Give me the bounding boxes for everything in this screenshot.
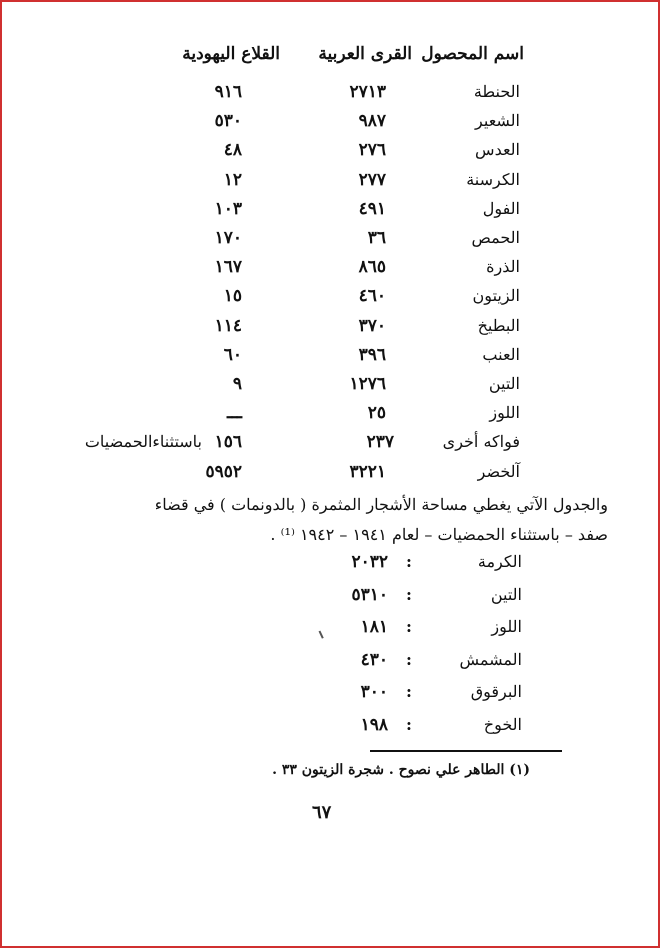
crop-name-cell: العدس — [475, 140, 520, 160]
tree-area-cell: ١٩٨ — [360, 714, 388, 735]
arab-villages-cell: ١٢٧٦ — [349, 374, 386, 394]
crop-name-cell: الشعير — [475, 111, 520, 131]
header-jewish-settlements: القلاع اليهودية — [182, 44, 280, 64]
jewish-settlements-cell: ١٦٧ — [214, 257, 242, 278]
page-number: ٦٧ — [312, 802, 332, 823]
jewish-settlements-cell: ١٥٦ — [214, 432, 242, 453]
crop-name-cell: العنب — [482, 344, 520, 364]
jewish-settlements-cell: ـــ — [227, 403, 242, 424]
jewish-settlements-cell: ٦٠ — [223, 344, 242, 365]
colon-separator: : — [406, 552, 412, 571]
stray-mark — [319, 629, 327, 638]
arab-villages-cell: ٢٧٦ — [358, 140, 386, 161]
row-note: باستثناءالحمضيات — [84, 432, 202, 452]
tree-name-cell: التين — [490, 584, 522, 604]
colon-separator: : — [406, 584, 412, 604]
colon-separator: : — [406, 682, 412, 701]
crop-name-cell: الذرة — [486, 257, 520, 277]
crop-name-cell: البطيخ — [477, 315, 520, 335]
arab-villages-cell: ٣٢٢١ — [349, 461, 386, 482]
arab-villages-cell: ٤٩١ — [358, 198, 386, 219]
arab-villages-cell: ٤٦٠ — [358, 286, 386, 307]
header-crop-name: اسم المحصول — [421, 44, 524, 64]
tree-area-cell: ٣٠٠ — [360, 682, 388, 702]
jewish-settlements-cell: ١٥ — [223, 286, 242, 307]
footnote: (١) الطاهر علي نصوح . شجرة الزيتون ٣٣ . — [272, 762, 530, 778]
arab-villages-cell: ٩٨٧ — [358, 111, 386, 132]
arab-villages-cell: ٢٧١٣ — [349, 82, 386, 102]
crop-name-cell: الحمص — [471, 228, 520, 247]
arab-villages-cell: ٣٧٠ — [358, 315, 386, 336]
arab-villages-cell: ٣٩٦ — [358, 344, 386, 365]
crop-name-cell: اللوز — [489, 403, 520, 423]
colon-separator: : — [406, 649, 412, 669]
jewish-settlements-cell: ١٠٣ — [214, 198, 242, 219]
crop-name-cell: الفول — [482, 198, 520, 218]
paragraph-line-1: والجدول الآتي يغطي مساحة الأشجار المثمرة ( بالدونمات ) في قضاء — [154, 495, 608, 514]
tree-area-cell: ٢٠٣٢ — [351, 552, 388, 572]
arab-villages-cell: ٢٥ — [367, 403, 386, 424]
crop-name-cell: الزيتون — [472, 286, 520, 306]
tree-area-cell: ٥٣١٠ — [351, 584, 388, 605]
tree-area-cell: ٤٣٠ — [360, 649, 388, 670]
jewish-settlements-cell: ٥٣٠ — [214, 111, 242, 132]
header-arab-villages: القرى العربية — [318, 44, 412, 64]
jewish-settlements-cell: ٥٩٥٢ — [205, 461, 242, 482]
jewish-settlements-cell: ٩ — [232, 374, 242, 394]
jewish-settlements-cell: ٩١٦ — [214, 82, 242, 102]
arab-villages-cell: ٣٦ — [367, 228, 386, 248]
crop-name-cell: فواكه أخرى — [442, 432, 520, 452]
jewish-settlements-cell: ١١٤ — [214, 315, 242, 336]
jewish-settlements-cell: ١٧٠ — [214, 228, 242, 248]
tree-name-cell: الخوخ — [483, 714, 522, 734]
tree-name-cell: البرقوق — [470, 682, 522, 701]
jewish-settlements-cell: ٤٨ — [223, 140, 242, 161]
arab-villages-cell: ٢٣٧ — [366, 432, 394, 453]
crop-name-cell: الحنطة — [473, 82, 520, 101]
tree-name-cell: الكرمة — [477, 552, 522, 571]
colon-separator: : — [406, 714, 412, 734]
tree-name-cell: اللوز — [491, 617, 522, 636]
tree-name-cell: المشمش — [459, 649, 522, 669]
crop-name-cell: الكرسنة — [466, 169, 520, 189]
jewish-settlements-cell: ١٢ — [223, 169, 242, 190]
colon-separator: : — [406, 617, 412, 636]
arab-villages-cell: ٨٦٥ — [358, 257, 386, 278]
crop-name-cell: التين — [488, 374, 520, 393]
paragraph-line-2: صفد – باستثناء الحمضيات – لعام ١٩٤١ – ١٩٤٢ ⁽¹⁾ . — [270, 525, 608, 544]
arab-villages-cell: ٢٧٧ — [358, 169, 386, 190]
crop-name-cell: آلخضر — [477, 461, 520, 481]
tree-area-cell: ١٨١ — [360, 617, 388, 637]
footnote-rule — [370, 750, 562, 752]
